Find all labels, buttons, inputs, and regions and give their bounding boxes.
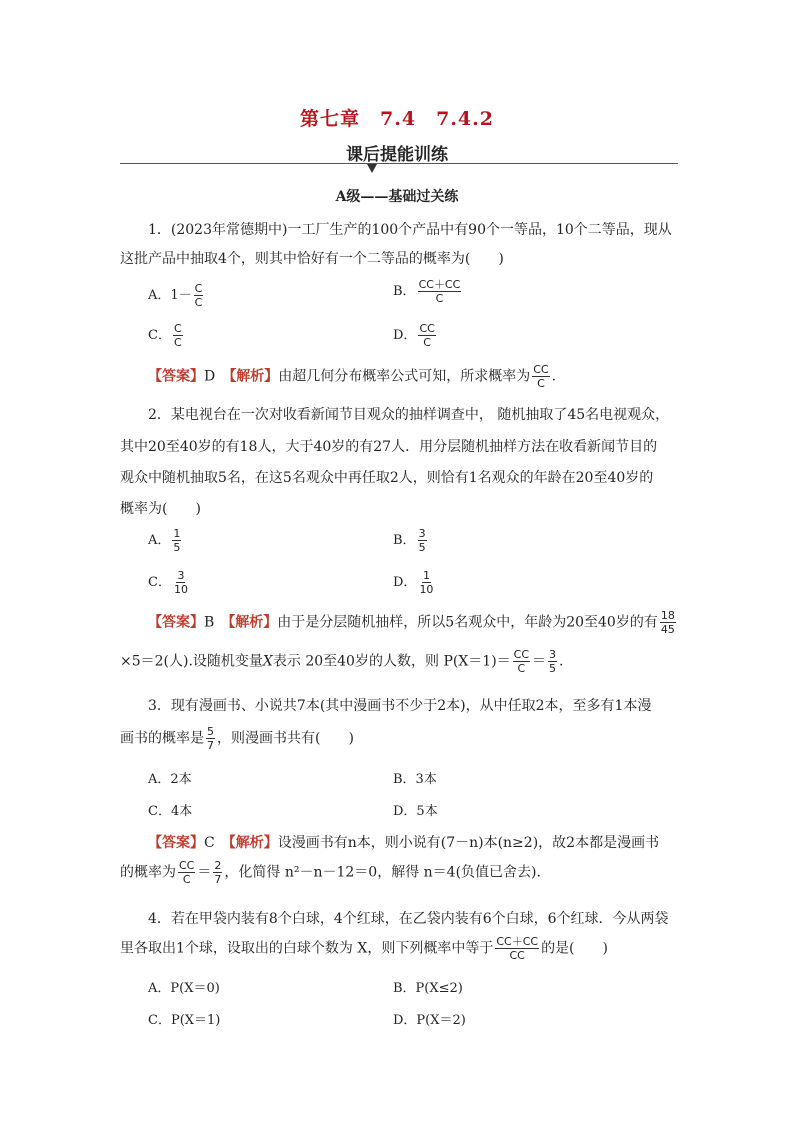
q2-option-a: A． $\frac{1}{5}$ (148, 527, 181, 554)
q2-text-line3: 观众中随机抽取5名，在这5名观众中再任取2人，则恰有1名观众的年龄在20至40岁的 (120, 470, 654, 486)
q1-answer: 【答案】D 【解析】由超几何分布概率公式可知，所求概率为 $\frac{CC}{C}$ . (148, 363, 557, 390)
q4-option-a: A．P(X＝0) (148, 981, 220, 996)
q2-option-b: B． $\frac{3}{5}$ (393, 527, 426, 554)
q3-answer-line2: 的概率为 $\frac{CC}{C}$ ＝ $\frac{2}{7}$ ，化简得 n²－n－12＝0，解得 n＝4(负值已舍去). (120, 859, 541, 886)
q1-option-b: B． $\frac{CC+CC}{C}$ (393, 278, 461, 305)
q2-answer-line2: ×5＝2(人).设随机变量X表示 20至40岁的人数，则 P(X＝1)＝ $\frac{CC}{C}$ ＝ $\frac{3}{5}$ . (120, 648, 564, 675)
q2-option-c: C． $\frac{3}{10}$ (148, 569, 188, 596)
q3-option-c: C．4本 (148, 804, 193, 819)
q3-option-a: A．2本 (148, 772, 192, 787)
q3-text-line2: 画书的概率是 $\frac{5}{7}$ ，则漫画书共有( ) (120, 725, 354, 752)
q4-option-c: C．P(X＝1) (148, 1013, 221, 1028)
q2-text-line2: 其中20至40岁的有18人，大于40岁的有27人．用分层随机抽样方法在收看新闻节目的 (120, 439, 658, 455)
q3-text-line1: 3．现有漫画书、小说共7本(其中漫画书不少于2本)，从中任取2本，至多有1本漫 (148, 698, 652, 714)
q1-text-line2: 这批产品中抽取4个，则其中恰好有一个二等品的概率为( ) (120, 251, 504, 267)
q1-option-c: C． $\frac{C}{C}$ (148, 322, 182, 349)
chapter-title: 第七章 7.4 7.4.2 (300, 108, 494, 130)
q3-answer-line1: 【答案】C 【解析】设漫画书有n本，则小说有(7－n)本(n≥2)，故2本都是漫画书 (148, 835, 660, 851)
q4-option-d: D．P(X＝2) (393, 1013, 466, 1028)
q2-text-line1: 2．某电视台在一次对收看新闻节目观众的抽样调查中， 随机抽取了45名电视观众， (148, 407, 670, 423)
q4-option-b: B．P(X≤2) (393, 981, 463, 996)
q1-text-line1: 1．(2023年常德期中)一工厂生产的100个产品中有90个一等品，10个二等品，现从 (148, 222, 672, 238)
q3-option-d: D．5本 (393, 804, 438, 819)
triangle-marker-icon (367, 164, 377, 173)
q2-answer-line1: 【答案】B 【解析】由于是分层随机抽样，所以5名观众中，年龄为20至40岁的有 $\frac{18}{45}$ (148, 609, 675, 636)
q2-text-line4: 概率为( ) (120, 501, 201, 517)
q2-option-d: D． $\frac{1}{10}$ (393, 569, 434, 596)
page-subtitle: 课后提能训练 (346, 145, 448, 165)
q1-option-a: A．1－ $\frac{C}{C}$ (148, 282, 203, 309)
section-heading: A级——基础过关练 (335, 189, 459, 205)
q3-option-b: B．3本 (393, 772, 437, 787)
q4-text-line2: 里各取出1个球，设取出的白球个数为 X，则下列概率中等于 $\frac{CC+CC}{CC}$ 的是( ) (120, 935, 608, 962)
header-rule (120, 163, 678, 164)
q4-text-line1: 4．若在甲袋内装有8个白球，4个红球，在乙袋内装有6个白球，6个红球．今从两袋 (148, 911, 669, 927)
q1-option-d: D． $\frac{CC}{C}$ (393, 322, 435, 349)
